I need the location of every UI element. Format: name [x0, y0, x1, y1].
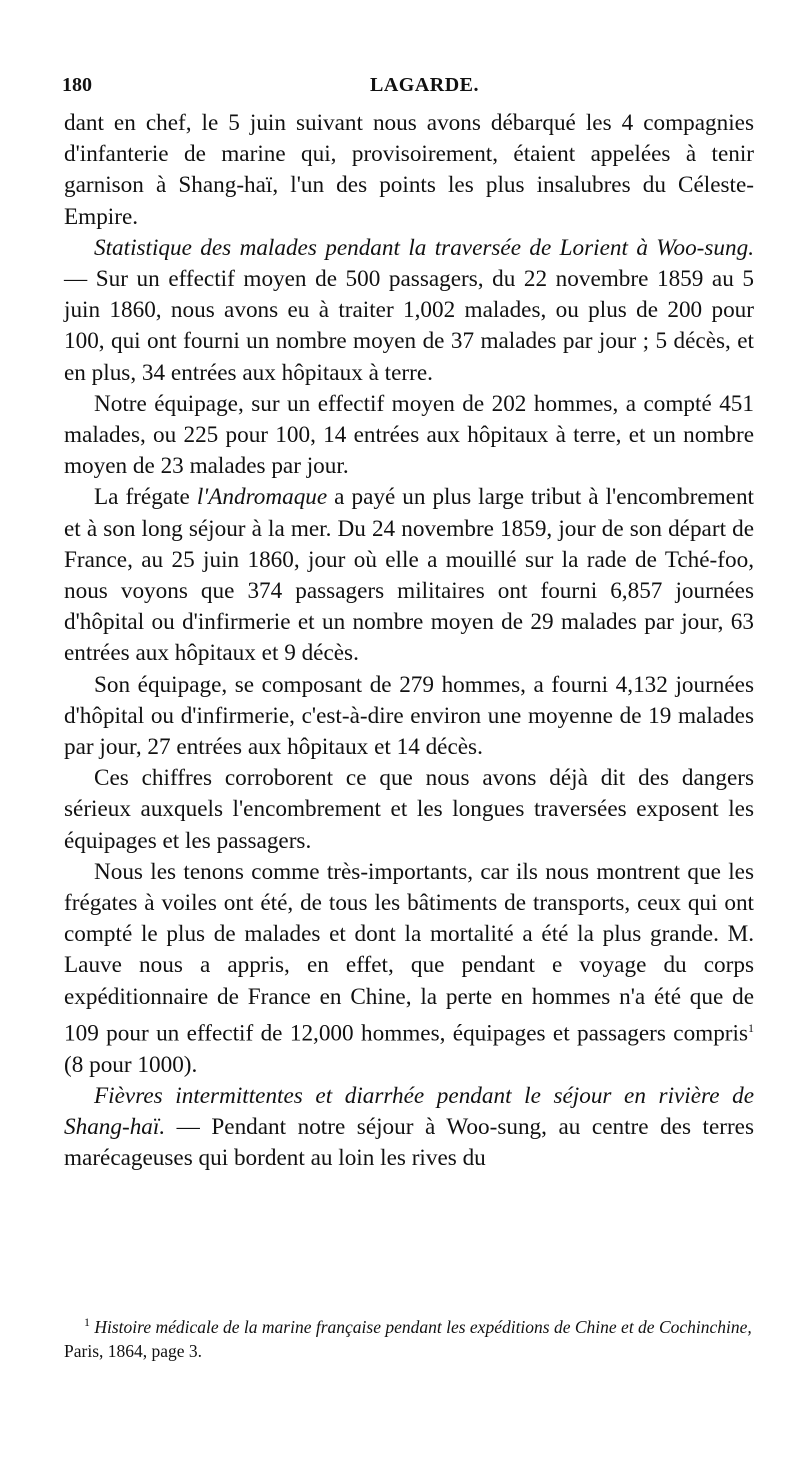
section-heading-statistics: Statistique des malades pendant la traversée de Lorient à Woo-sung.	[94, 234, 754, 261]
body-text	[64, 108, 754, 1175]
footnote-rest: Paris, 1864, page 3.	[64, 1340, 203, 1361]
paragraph-4-rest: a payé un plus large tribut à l'encombrement et à son long séjour à la mer. Du 24 novembre 1859, jour de son départ de France, au 25 juin 1860, jour où elle a mouillé sur la rade de Tché-foo, nous voyons que 374 passagers militaires ont fourni 6,857 journées d'hôpital ou d'infirmerie et un nombre moyen de 29 malades par jour, 63 entrées aux hôpitaux et 9 décès.	[64, 484, 754, 667]
paragraph-7	[64, 857, 754, 1081]
footnote-mark: 1	[84, 1315, 90, 1329]
page-header	[62, 70, 742, 100]
paragraph-8-body: — Pendant notre séjour à Woo-sung, au centre des terres marécageuses qui bordent au loin les rives du	[64, 1114, 754, 1172]
paragraph-4	[64, 482, 754, 669]
footnote	[64, 1310, 754, 1363]
paragraph-2-body: — Sur un effectif moyen de 500 passagers, du 22 novembre 1859 au 5 juin 1860, nous avons eu à traiter 1,002 malades, ou plus de 200 pour 100, qui ont fourni un nombre moyen de 37 malades par jour ; 5 décès, et en plus, 34 entrées aux hôpitaux à terre.	[64, 266, 754, 386]
paragraph-6: Ces chiffres corroborent ce que nous avons déjà dit des dangers sérieux auxquels l'encombrement et les longues traversées exposent les équipages et les passagers.	[64, 765, 754, 854]
paragraph-1: dant en chef, le 5 juin suivant nous avons débarqué les 4 compagnies d'infanterie de marine qui, provisoirement, étaient appelées à tenir garnison à Shang-haï, l'un des points les plus insalubres du Céleste-Empire.	[64, 110, 754, 230]
running-head: LAGARDE.	[370, 74, 480, 96]
paragraph-5: Son équipage, se composant de 279 hommes, a fourni 4,132 journées d'hôpital ou d'infirmerie, c'est-à-dire environ une moyenne de 19 malades par jour, 27 entrées aux hôpitaux et 14 décès.	[64, 671, 754, 761]
paragraph-4-start: La frégate	[94, 484, 197, 511]
page-number: 180	[62, 74, 92, 96]
paragraph-7-b: (8 pour 1000).	[64, 1051, 198, 1078]
paragraph-7-a: Nous les tenons comme très-importants, car ils nous montrent que les frégates à voiles ont été, de tous les bâtiments de transports, ceux qui ont compté le plus de malades et dont la mortalité a été la plus grande. M. Lauve nous a appris, en effet, que pendant e voyage du corps expéditionnaire de France en Chine, la perte en hommes n'a été que de 109 pour un effectif de 12,000 hommes, équipages et passagers compris	[64, 858, 754, 1047]
footnote-title: Histoire médicale de la marine française pendant les expéditions de Chine et de Cochinchine,	[94, 1316, 752, 1337]
footnote-reference: 1	[748, 1020, 754, 1035]
ship-name: l'Andromaque	[196, 484, 328, 511]
paragraph-2	[64, 233, 754, 389]
paragraph-3: Notre équipage, sur un effectif moyen de 202 hommes, a compté 451 malades, ou 225 pour 100, 14 entrées aux hôpitaux à terre, et un nombre moyen de 23 malades par jour.	[64, 390, 754, 480]
paragraph-8	[64, 1081, 754, 1175]
section-heading-fevers: Fièvres intermittentes et diarrhée pendant le séjour en rivière de Shang-haï.	[64, 1083, 754, 1141]
